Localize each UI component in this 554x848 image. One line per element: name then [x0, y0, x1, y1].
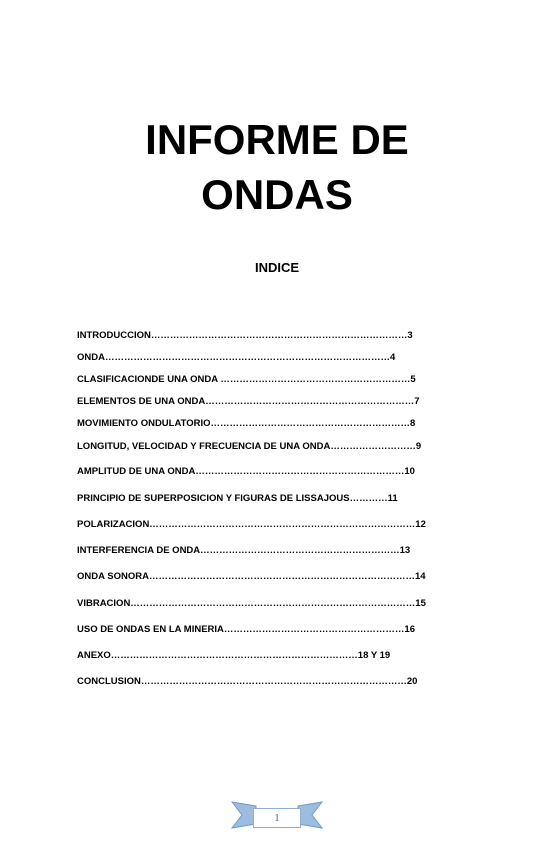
toc-entry[interactable]: LONGITUD, VELOCIDAD Y FRECUENCIA DE UNA ONDA………………………9: [77, 441, 422, 452]
toc-entry[interactable]: ELEMENTOS DE UNA ONDA…………………………………………………………7: [77, 396, 420, 407]
toc-entry[interactable]: ANEXO……………………………………………………………………18 Y 19: [77, 650, 391, 661]
page-number: 1: [253, 808, 301, 828]
page-footer: [230, 800, 324, 830]
toc-entry[interactable]: USO DE ONDAS EN LA MINERIA…………………………………………………16: [77, 624, 415, 635]
toc-entry[interactable]: POLARIZACION…………………………………………………………………………12: [77, 519, 426, 530]
toc-entry[interactable]: AMPLITUD DE UNA ONDA…………………………………………………………10: [77, 466, 415, 477]
toc-entry[interactable]: INTRODUCCION………………………………………………………………………3: [77, 330, 413, 341]
toc-entry[interactable]: CLASIFICACIONDE UNA ONDA ……………………………………………………5: [77, 374, 416, 385]
toc-entry[interactable]: VIBRACION………………………………………………………………………………15: [77, 598, 426, 609]
toc-entry[interactable]: MOVIMIENTO ONDULATORIO………………………………………………………8: [77, 418, 416, 429]
title-line-2: ONDAS: [201, 171, 353, 218]
toc-entry[interactable]: INTERFERENCIA DE ONDA………………………………………………………13: [77, 545, 411, 556]
index-heading: INDICE: [254, 260, 300, 275]
toc-entry[interactable]: CONCLUSION…………………………………………………………………………20: [77, 676, 418, 687]
document-title: [0, 112, 554, 222]
toc-entry[interactable]: PRINCIPIO DE SUPERPOSICION Y FIGURAS DE LISSAJOUS…………11: [77, 493, 398, 504]
title-line-1: INFORME DE: [145, 116, 409, 163]
toc-entry[interactable]: ONDA………………………………………………………………………………4: [77, 352, 396, 363]
toc-entry[interactable]: ONDA SONORA…………………………………………………………………………14: [77, 571, 426, 582]
